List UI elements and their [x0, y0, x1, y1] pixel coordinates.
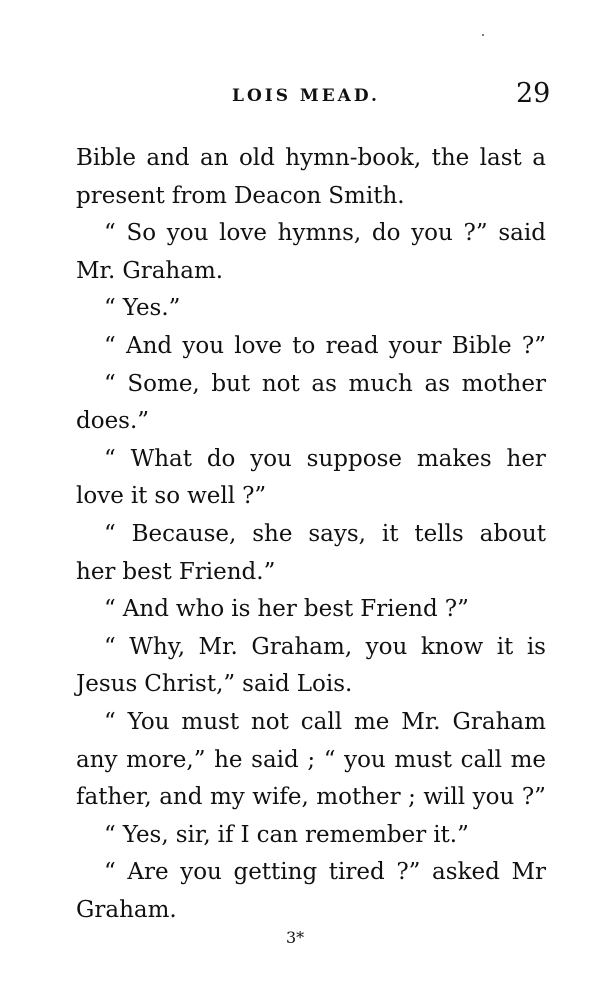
word: must [181, 708, 240, 735]
word: Mr. [76, 257, 116, 284]
word: Graham. [76, 896, 177, 923]
word: know [420, 633, 484, 660]
word: any [76, 746, 118, 773]
text-line [76, 779, 546, 817]
word: ?” [444, 596, 469, 623]
word: he [214, 746, 243, 773]
word: my [209, 784, 245, 811]
word: as [311, 370, 337, 397]
word: Graham. [122, 257, 224, 284]
word: you [182, 332, 225, 359]
word: And [122, 596, 169, 623]
word: hymns, [277, 220, 362, 247]
text-line [76, 817, 546, 855]
word: Yes.” [122, 295, 181, 322]
word: read [325, 332, 379, 359]
word: you [344, 746, 386, 773]
word: it.” [433, 821, 469, 848]
word: wife, [252, 784, 309, 811]
text-line [76, 742, 546, 780]
word: from [171, 182, 227, 209]
word: “ [104, 633, 116, 660]
word: said [498, 220, 546, 247]
text-line [76, 441, 546, 479]
word: so [154, 483, 181, 510]
word: love [76, 483, 124, 510]
word: “ [104, 220, 116, 247]
word: a [532, 145, 546, 171]
word: “ [104, 596, 116, 623]
word: you [365, 633, 408, 660]
word: love [219, 220, 267, 247]
word: “ [104, 821, 116, 848]
word: Graham [452, 708, 546, 735]
body-text [76, 140, 546, 929]
word: your [388, 332, 442, 359]
word: Deacon [233, 182, 322, 209]
word: you [411, 220, 453, 247]
word: it [496, 633, 514, 660]
word: I [240, 821, 250, 848]
word: Graham, [251, 633, 353, 660]
word: ; [408, 784, 416, 811]
word: makes [416, 445, 492, 472]
word: Lois. [296, 671, 353, 698]
word: remember [305, 821, 427, 848]
word: Smith. [328, 182, 405, 209]
word: Friend.” [178, 558, 276, 585]
word: best [303, 596, 354, 623]
word: to [292, 332, 316, 359]
word: mother [316, 784, 401, 811]
word: you [472, 784, 515, 811]
word: call [460, 746, 502, 773]
word: Why, [129, 633, 185, 660]
running-head: LOIS MEAD. [232, 86, 380, 106]
word: can [256, 821, 299, 848]
text-line [76, 178, 546, 216]
word: best [122, 558, 172, 585]
word: love [234, 332, 283, 359]
text-line [76, 328, 546, 366]
word: more,” [126, 746, 206, 773]
word: is [526, 633, 546, 660]
word: You [127, 708, 170, 735]
word: and [159, 784, 203, 811]
text-line [76, 366, 546, 404]
word: “ [104, 520, 116, 547]
word: Yes, [122, 821, 169, 848]
word: Bible [76, 145, 136, 171]
text-line [76, 478, 546, 516]
word: said [242, 671, 290, 698]
word: tired [328, 859, 385, 886]
word: Are [127, 859, 169, 886]
text-line [76, 290, 546, 328]
word: but [211, 370, 251, 397]
word: old [238, 145, 275, 171]
word: you [250, 445, 292, 472]
word: if [217, 821, 234, 848]
word: mother [461, 370, 546, 397]
word: Mr. [198, 633, 238, 660]
word: Mr [511, 859, 546, 886]
text-line [76, 666, 546, 704]
word: Friend [360, 596, 438, 623]
word: is [231, 596, 251, 623]
word: hymn-book, [285, 145, 422, 171]
word: said [251, 746, 299, 773]
word: who [175, 596, 225, 623]
word: must [394, 746, 453, 773]
text-line [76, 591, 546, 629]
word: Bible [451, 332, 512, 359]
word: you [166, 220, 209, 247]
word: “ [104, 708, 116, 735]
text-line [76, 854, 546, 892]
word: not [250, 708, 289, 735]
word: well [187, 483, 236, 510]
word: ?” [396, 859, 421, 886]
print-speck [482, 34, 484, 36]
word: “ [104, 445, 116, 472]
word: about [479, 520, 546, 547]
word: it [381, 520, 399, 547]
word: do [371, 220, 401, 247]
word: the [431, 145, 470, 171]
word: ?” [463, 220, 488, 247]
word: Jesus [76, 671, 138, 698]
word: says, [308, 520, 366, 547]
word: her [76, 558, 116, 585]
word: call [300, 708, 343, 735]
word: ?” [521, 784, 546, 811]
word: you [180, 859, 222, 886]
page-number: 29 [516, 78, 551, 109]
word: Mr. [401, 708, 441, 735]
word: Because, [131, 520, 237, 547]
word: do [206, 445, 236, 472]
word: much [348, 370, 413, 397]
word: “ [323, 746, 336, 773]
word: tells [414, 520, 464, 547]
text-line [76, 215, 546, 253]
text-line [76, 516, 546, 554]
word: What [130, 445, 192, 472]
word: And [125, 332, 173, 359]
word: does.” [76, 408, 150, 435]
text-line [76, 403, 546, 441]
text-line [76, 253, 546, 291]
word: will [423, 784, 466, 811]
word: So [126, 220, 157, 247]
word: present [76, 182, 165, 209]
word: ?” [521, 332, 546, 359]
word: and [146, 145, 190, 171]
word: asked [432, 859, 500, 886]
word: last [479, 145, 522, 171]
word: “ [104, 295, 116, 322]
word: ?” [242, 483, 267, 510]
word: getting [233, 859, 318, 886]
word: an [200, 145, 229, 171]
word: “ [104, 859, 116, 886]
text-line [76, 554, 546, 592]
word: me [353, 708, 390, 735]
word: it [130, 483, 148, 510]
word: “ [104, 370, 116, 397]
text-line [76, 704, 546, 742]
signature-mark: 3* [286, 928, 305, 947]
word: she [252, 520, 293, 547]
word: suppose [306, 445, 402, 472]
word: as [424, 370, 450, 397]
word: Christ,” [144, 671, 236, 698]
word: me [510, 746, 546, 773]
word: Some, [127, 370, 200, 397]
word: sir, [175, 821, 211, 848]
word: her [506, 445, 546, 472]
word: father, [76, 784, 152, 811]
word: her [257, 596, 297, 623]
word: not [261, 370, 300, 397]
text-line [76, 892, 546, 930]
text-line [76, 140, 546, 178]
word: ; [307, 746, 316, 773]
word: “ [104, 332, 116, 359]
text-line [76, 629, 546, 667]
